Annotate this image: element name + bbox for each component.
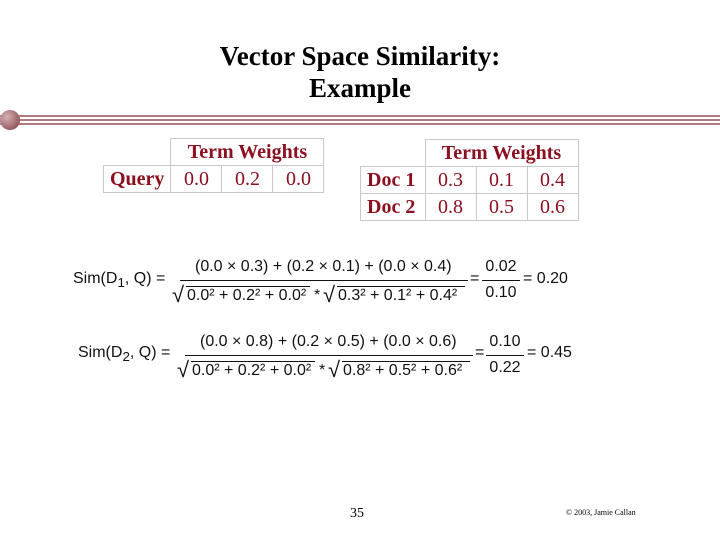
doc-weight-cell: 0.3 <box>425 167 476 194</box>
doc-row-label: Doc 1 <box>361 167 426 194</box>
sqrt-term-query: 0.0² + 0.2² + 0.0² <box>192 362 312 379</box>
equation-lhs: $Sim(D_1$, Q) = <box>73 270 166 291</box>
simplified-denominator: 0.10 <box>485 284 517 301</box>
sqrt-icon: √ <box>328 357 341 382</box>
copyright-notice: © 2003, Jamie Callan <box>566 508 636 517</box>
query-weight-cell: 0.0 <box>171 166 222 193</box>
fraction-bar <box>482 280 520 281</box>
query-row-label: Query <box>104 166 171 193</box>
doc-weight-cell: 0.4 <box>527 167 578 194</box>
multiply-star: * <box>319 362 326 379</box>
document-weights-table <box>360 139 579 221</box>
query-table-header: Term Weights <box>171 139 324 166</box>
sqrt-icon: √ <box>323 282 336 307</box>
doc-weight-cell: 0.5 <box>476 194 527 221</box>
doc-row-label: Doc 2 <box>361 194 426 221</box>
simplified-numerator: 0.10 <box>489 333 521 350</box>
query-weight-cell: 0.2 <box>222 166 273 193</box>
title-line-1: Vector Space Similarity: <box>219 41 501 71</box>
similarity-result: = 0.45 <box>527 344 572 361</box>
similarity-result: = 0.20 <box>523 270 568 287</box>
query-weight-cell: 0.0 <box>273 166 324 193</box>
fraction-bar <box>180 280 468 281</box>
page-number: 35 <box>350 506 364 521</box>
doc-subscript: 2 <box>122 349 130 365</box>
bullet-dot-icon <box>0 110 20 130</box>
equals-sign: = <box>475 344 485 361</box>
simplified-denominator: 0.22 <box>489 359 521 376</box>
sqrt-term-doc: 0.3² + 0.1² + 0.4² <box>338 287 458 304</box>
sqrt-icon: √ <box>172 282 185 307</box>
fraction-bar <box>185 355 473 356</box>
title-line-2: Example <box>308 73 411 103</box>
sqrt-term-query: 0.0² + 0.2² + 0.0² <box>187 287 307 304</box>
equation-numerator: (0.0 × 0.3) + (0.2 × 0.1) + (0.0 × 0.4) <box>195 258 452 275</box>
sqrt-term-doc: 0.8² + 0.5² + 0.6² <box>343 362 463 379</box>
title-divider <box>0 115 720 127</box>
sqrt-icon: √ <box>177 357 190 382</box>
equals-sign: = <box>470 270 480 287</box>
multiply-star: * <box>314 287 321 304</box>
doc-weight-cell: 0.8 <box>425 194 476 221</box>
query-weights-table <box>103 138 324 193</box>
doc-weight-cell: 0.1 <box>476 167 527 194</box>
simplified-numerator: 0.02 <box>485 258 517 275</box>
slide-title <box>0 40 720 104</box>
fraction-bar <box>486 355 524 356</box>
equation-numerator: (0.0 × 0.8) + (0.2 × 0.5) + (0.0 × 0.6) <box>200 333 457 350</box>
doc-table-header: Term Weights <box>425 140 578 167</box>
doc-weight-cell: 0.6 <box>527 194 578 221</box>
equation-lhs: $Sim(D_2$, Q) = <box>78 344 171 365</box>
doc-subscript: 1 <box>117 275 125 291</box>
